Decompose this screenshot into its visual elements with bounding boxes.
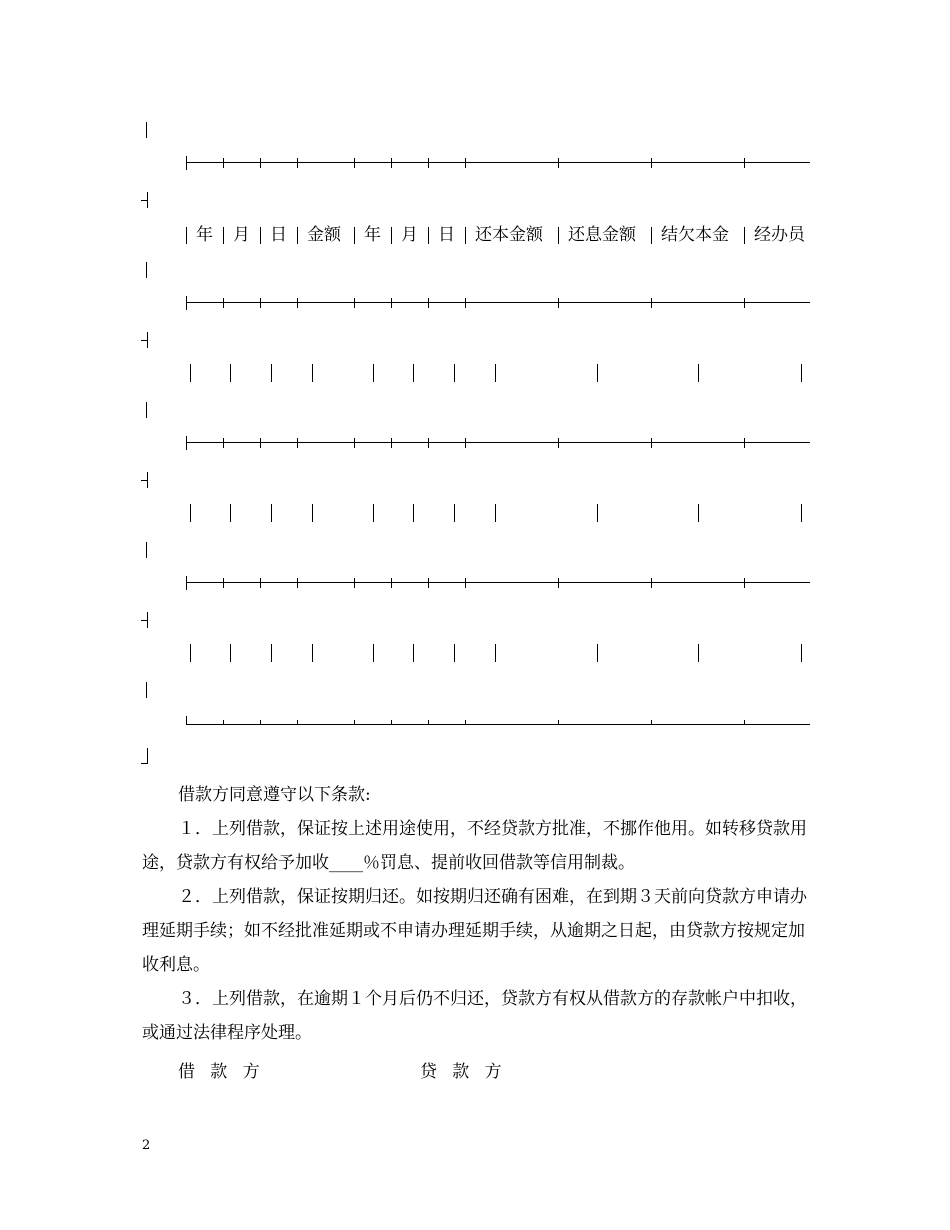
table-cell-divider	[312, 644, 313, 662]
page-number: 2	[142, 1138, 151, 1153]
table-header-cell: 年	[364, 225, 381, 245]
table-header-cell: 月	[233, 225, 250, 245]
table-header-cell: 还息金额	[568, 225, 636, 245]
table-header-cell: 日	[270, 225, 287, 245]
table-cell-divider	[373, 364, 374, 382]
table-rule-tick	[558, 298, 559, 308]
table-rule-row	[186, 296, 810, 312]
table-cell-divider	[698, 364, 699, 382]
table-rule-tick	[744, 158, 745, 168]
table-header-separator	[651, 227, 652, 244]
table-cell-divider	[413, 504, 414, 522]
table-rule-tick	[744, 720, 745, 724]
table-rule-tick	[354, 578, 355, 588]
table-rule-row	[186, 436, 810, 452]
table-rule-tick	[465, 720, 466, 724]
table-rule-tick	[744, 578, 745, 588]
table-header-separator	[558, 227, 559, 244]
table-rule-line	[186, 724, 810, 725]
table-cell-divider	[373, 504, 374, 522]
table-cell-divider	[271, 644, 272, 662]
table-cell-divider	[271, 364, 272, 382]
table-cell-divider	[801, 644, 802, 662]
table-rule-tick	[428, 720, 429, 724]
table-rule-tick	[391, 158, 392, 168]
table-cell-divider	[271, 504, 272, 522]
table-cell-divider	[801, 504, 802, 522]
table-rule-tick	[558, 438, 559, 448]
table-header-separator	[744, 227, 745, 244]
table-header-separator	[260, 227, 261, 244]
table-cell-divider	[230, 644, 231, 662]
table-empty-row	[186, 364, 810, 384]
table-rule-tick	[354, 158, 355, 168]
table-cell-divider	[190, 364, 191, 382]
table-rule-tick	[223, 578, 224, 588]
table-rule-tick	[186, 296, 187, 310]
table-rule-tick	[186, 156, 187, 170]
table-header-cell: 经办员	[754, 225, 805, 245]
table-rule-tick	[297, 438, 298, 448]
table-cell-divider	[312, 364, 313, 382]
table-rule-tick	[391, 298, 392, 308]
table-header-cell: 还本金额	[475, 225, 543, 245]
table-header-separator	[391, 227, 392, 244]
terms-intro: 借款方同意遵守以下条款:	[178, 785, 371, 805]
table-rule-tick	[744, 298, 745, 308]
table-header-separator	[223, 227, 224, 244]
table-rule-tick	[297, 720, 298, 724]
table-rule-tick	[428, 298, 429, 308]
table-rule-tick	[558, 720, 559, 724]
table-empty-row	[186, 504, 810, 524]
table-rule-tick	[186, 716, 187, 725]
table-header-cell: 日	[438, 225, 455, 245]
table-header-separator	[186, 227, 187, 244]
terms-clause-3: ３．上列借款，在逾期１个月后仍不归还，贷款方有权从借款方的存款帐户中扣收，或通过法律程序处理。	[142, 989, 807, 1043]
table-cell-divider	[190, 504, 191, 522]
table-rule-line	[186, 162, 810, 163]
table-rule-tick	[223, 438, 224, 448]
table-rule-tick	[260, 578, 261, 588]
table-cell-divider	[413, 364, 414, 382]
table-rule-tick	[651, 578, 652, 588]
table-rule-row	[186, 156, 810, 172]
table-cell-divider	[312, 504, 313, 522]
table-cell-divider	[454, 644, 455, 662]
table-rule-tick	[223, 158, 224, 168]
table-rule-tick	[651, 438, 652, 448]
table-rule-row	[186, 576, 810, 592]
table-rule-tick	[354, 298, 355, 308]
borrower-signature-label: 借款方	[178, 1062, 275, 1082]
table-rule-tick	[391, 720, 392, 724]
table-rule-tick	[558, 158, 559, 168]
table-rule-tick	[428, 578, 429, 588]
table-rule-tick	[391, 438, 392, 448]
table-rule-tick	[744, 438, 745, 448]
table-cell-divider	[495, 644, 496, 662]
table-rule-row	[186, 716, 810, 732]
table-header-cell: 金额	[307, 225, 341, 245]
table-cell-divider	[413, 644, 414, 662]
table-cell-divider	[454, 504, 455, 522]
table-rule-line	[186, 442, 810, 443]
table-rule-tick	[297, 578, 298, 588]
table-rule-tick	[465, 158, 466, 168]
loan-repayment-table-header	[186, 224, 816, 246]
table-rule-line	[186, 582, 810, 583]
table-cell-divider	[230, 364, 231, 382]
table-cell-divider	[597, 504, 598, 522]
table-cell-divider	[597, 364, 598, 382]
table-cell-divider	[373, 644, 374, 662]
table-rule-tick	[186, 436, 187, 450]
table-rule-tick	[651, 298, 652, 308]
table-empty-row	[186, 644, 810, 664]
table-rule-tick	[391, 578, 392, 588]
table-cell-divider	[801, 364, 802, 382]
table-rule-tick	[297, 158, 298, 168]
table-cell-divider	[190, 644, 191, 662]
table-cell-divider	[230, 504, 231, 522]
table-rule-tick	[260, 720, 261, 724]
lender-signature-label: 贷款方	[420, 1062, 517, 1082]
table-cell-divider	[495, 364, 496, 382]
table-rule-tick	[260, 158, 261, 168]
table-rule-tick	[465, 298, 466, 308]
table-rule-tick	[223, 720, 224, 724]
table-rule-tick	[651, 158, 652, 168]
table-rule-tick	[354, 438, 355, 448]
table-cell-divider	[454, 364, 455, 382]
table-header-separator	[465, 227, 466, 244]
table-rule-line	[186, 302, 810, 303]
table-header-separator	[297, 227, 298, 244]
terms-clause-2: ２．上列借款，保证按期归还。如按期归还确有困难，在到期３天前向贷款方申请办理延期手续；如不经批准延期或不申请办理延期手续，从逾期之日起，由贷款方按规定加收利息。	[142, 887, 807, 975]
table-rule-tick	[428, 438, 429, 448]
table-rule-tick	[297, 298, 298, 308]
table-header-cell: 月	[401, 225, 418, 245]
table-rule-tick	[354, 720, 355, 724]
table-rule-tick	[260, 298, 261, 308]
table-rule-tick	[651, 720, 652, 724]
table-cell-divider	[698, 644, 699, 662]
table-rule-tick	[465, 438, 466, 448]
table-header-cell: 结欠本金	[661, 225, 729, 245]
terms-clause-1: １．上列借款，保证按上述用途使用，不经贷款方批准，不挪作他用。如转移贷款用途，贷款方有权给予加收____％罚息、提前收回借款等信用制裁。	[142, 819, 807, 873]
table-rule-tick	[558, 578, 559, 588]
table-header-cell: 年	[196, 225, 213, 245]
table-cell-divider	[597, 644, 598, 662]
table-cell-divider	[495, 504, 496, 522]
table-rule-tick	[223, 298, 224, 308]
table-rule-tick	[465, 578, 466, 588]
table-header-separator	[428, 227, 429, 244]
table-cell-divider	[698, 504, 699, 522]
table-rule-tick	[260, 438, 261, 448]
table-rule-tick	[186, 576, 187, 590]
table-header-separator	[354, 227, 355, 244]
table-rule-tick	[428, 158, 429, 168]
